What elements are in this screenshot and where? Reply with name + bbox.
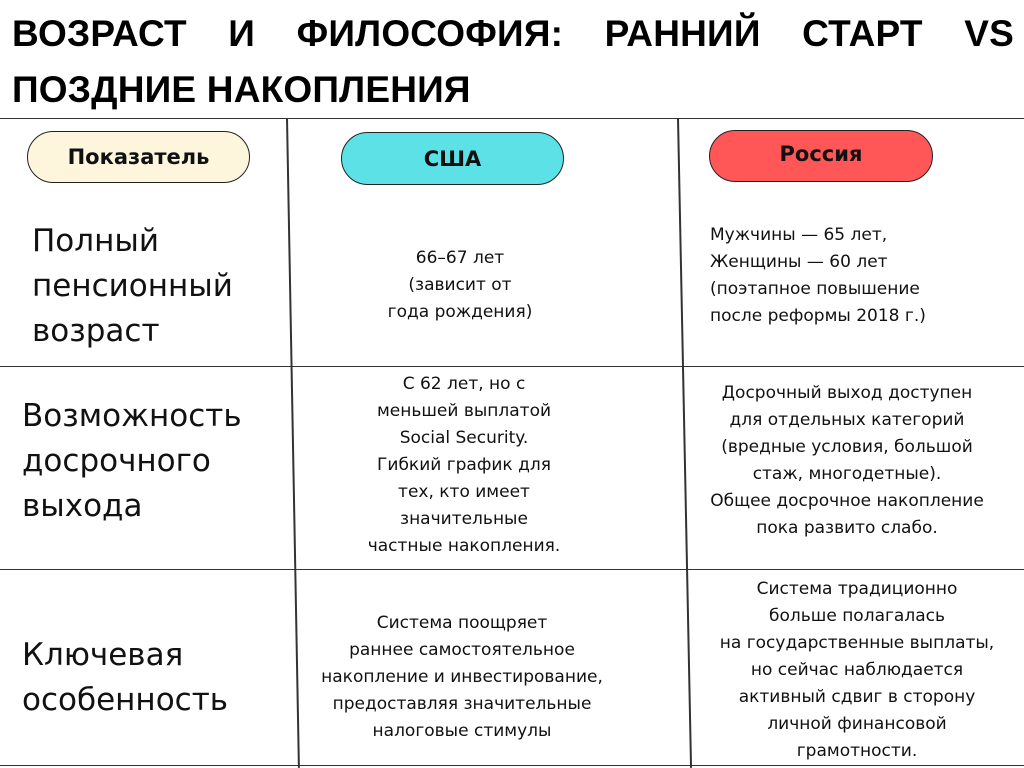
- row-divider-1: [0, 366, 1024, 367]
- slide-title: ВОЗРАСТ И ФИЛОСОФИЯ: РАННИЙ СТАРТ VS ПОЗДНИЕ НАКОПЛЕНИЯ: [12, 13, 1014, 110]
- row-label-early-exit: Возможность досрочного выхода: [22, 398, 242, 524]
- header-russia-label: Россия: [779, 142, 863, 166]
- row-label-retirement-age: Полный пенсионный возраст: [32, 223, 233, 349]
- table-bottom-border: [0, 765, 1024, 766]
- header-russia-pill: [709, 130, 933, 182]
- row-label-key-feature: Ключевая особенность: [22, 637, 229, 718]
- usa-key-feature: Система поощряет раннее самостоятельное накопление и инвестирование, предоставляя значительные налоговые стимулы: [321, 613, 603, 741]
- russia-retirement-age: Мужчины — 65 лет, Женщины — 60 лет (поэтапное повышение после реформы 2018 г.): [710, 225, 926, 326]
- usa-early-exit: С 62 лет, но с меньшей выплатой Social Security. Гибкий график для тех, кто имеет значительные частные накопления.: [367, 374, 561, 556]
- russia-early-exit: Досрочный выход доступен для отдельных категорий (вредные условия, большой стаж, многодетные). Общее досрочное накопление пока развито слабо.: [710, 383, 984, 538]
- usa-retirement-age: 66–67 лет (зависит от года рождения): [387, 248, 533, 322]
- russia-key-feature: Система традиционно больше полагалась на государственные выплаты, но сейчас наблюдается активный сдвиг в сторону личной финансовой грамотности.: [719, 579, 995, 761]
- table-top-border: [0, 118, 1024, 119]
- header-indicator-pill: [27, 131, 250, 183]
- header-indicator-label: Показатель: [67, 145, 210, 169]
- header-usa-pill: [341, 132, 564, 185]
- header-usa-label: США: [423, 146, 482, 171]
- row-divider-2: [0, 569, 1024, 570]
